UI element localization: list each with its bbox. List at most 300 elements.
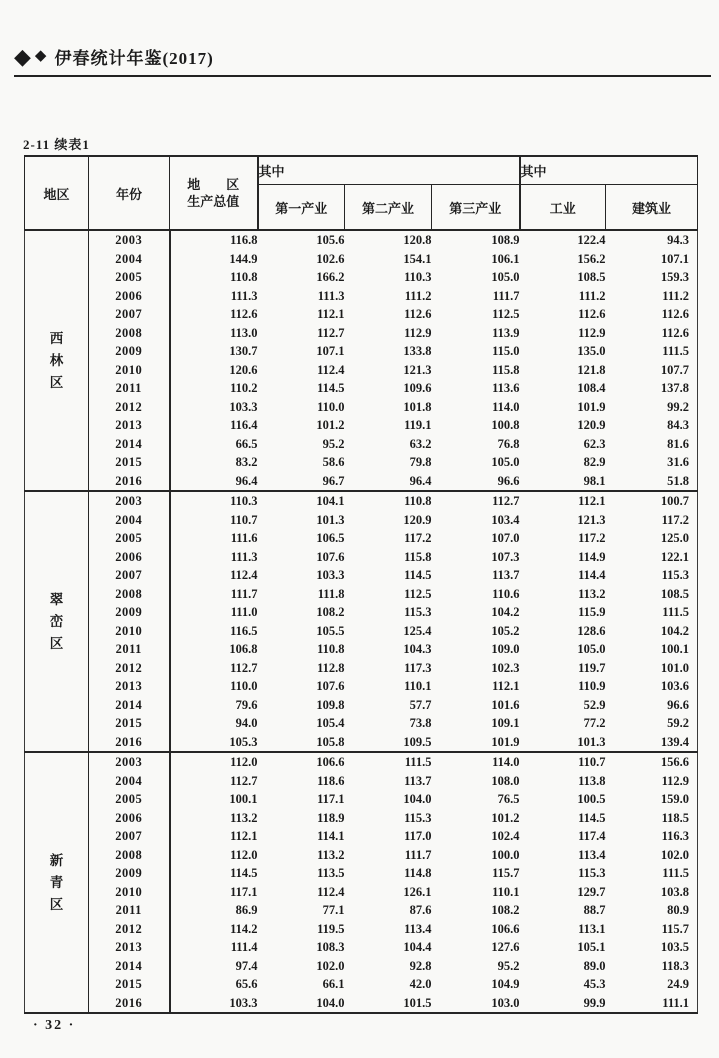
- value-cell: 119.1: [404, 418, 432, 432]
- year-cell: 2012: [89, 659, 170, 678]
- value-cell: 118.9: [317, 810, 345, 825]
- value-cell: 113.7: [404, 773, 432, 788]
- value-cell: 122.1: [660, 549, 690, 564]
- value-cell: 112.1: [317, 307, 345, 321]
- value-cell: 121.8: [577, 362, 606, 377]
- value-cell: 101.9: [577, 399, 606, 414]
- value-cell: 117.2: [661, 512, 690, 527]
- value-cell: 156.6: [606, 752, 698, 772]
- value-cell: 115.0: [492, 344, 520, 358]
- value-cell: 113.2: [230, 810, 258, 825]
- value-cell: 114.8: [404, 866, 432, 880]
- value-cell: 94.3: [606, 230, 698, 250]
- value-cell: 128.6: [577, 623, 606, 638]
- value-cell: 112.6: [661, 325, 690, 340]
- value-cell: 118.5: [661, 810, 690, 825]
- year-cell: 2011: [89, 901, 170, 920]
- value-cell: 108.0: [491, 773, 520, 788]
- value-cell: 110.8: [345, 491, 432, 511]
- value-cell: 103.0: [491, 995, 520, 1010]
- value-cell: 112.6: [661, 307, 690, 321]
- year-cell: 2007: [89, 827, 170, 846]
- value-cell: 111.5: [662, 605, 690, 619]
- region-column-header: 地区: [25, 156, 89, 230]
- table-row: [25, 772, 698, 791]
- value-cell: 92.8: [409, 958, 432, 973]
- value-cell: 101.9: [491, 734, 520, 749]
- value-cell: 110.3: [170, 491, 258, 511]
- value-cell: 101.0: [660, 660, 690, 675]
- value-cell: 121.3: [577, 512, 606, 527]
- value-cell: 104.0: [316, 995, 345, 1010]
- table-row: [25, 696, 698, 715]
- value-cell: 111.7: [492, 288, 520, 303]
- value-cell: 101.3: [316, 512, 345, 527]
- value-cell: 114.2: [230, 921, 258, 936]
- value-cell: 73.8: [409, 716, 432, 730]
- value-cell: 101.2: [316, 418, 345, 432]
- value-cell: 110.9: [578, 679, 606, 693]
- value-cell: 101.6: [491, 697, 520, 712]
- year-cell: 2011: [89, 640, 170, 659]
- value-cell: 65.6: [235, 977, 258, 991]
- year-cell: 2012: [89, 398, 170, 417]
- value-cell: 96.6: [497, 473, 520, 488]
- value-cell: 105.1: [577, 940, 606, 954]
- table-row: [25, 287, 698, 306]
- value-cell: 113.8: [578, 773, 606, 788]
- year-cell: 2006: [89, 287, 170, 306]
- value-cell: 107.0: [491, 531, 520, 545]
- value-cell: 66.1: [322, 977, 345, 991]
- value-cell: 114.5: [404, 568, 432, 582]
- value-cell: 81.6: [667, 436, 690, 451]
- table-row: [25, 846, 698, 865]
- value-cell: 108.4: [577, 381, 606, 395]
- value-cell: 101.8: [403, 399, 432, 414]
- table-row: [25, 883, 698, 902]
- table-row: [25, 453, 698, 472]
- value-cell: 96.6: [667, 697, 690, 712]
- year-cell: 2016: [89, 472, 170, 492]
- gdp-column-header: [170, 156, 258, 230]
- value-cell: 107.1: [660, 251, 690, 266]
- value-cell: 122.4: [520, 230, 606, 250]
- value-cell: 126.1: [403, 884, 432, 899]
- table-row: [25, 379, 698, 398]
- year-cell: 2008: [89, 585, 170, 604]
- value-cell: 114.1: [317, 829, 345, 843]
- value-cell: 112.7: [432, 491, 520, 511]
- value-cell: 77.1: [322, 903, 345, 917]
- value-cell: 109.6: [403, 381, 432, 395]
- value-cell: 113.2: [317, 847, 345, 862]
- value-cell: 115.7: [492, 866, 520, 880]
- value-cell: 100.1: [229, 792, 258, 806]
- year-cell: 2003: [89, 230, 170, 250]
- table-row: [25, 809, 698, 828]
- value-cell: 106.8: [229, 642, 258, 656]
- value-cell: 104.3: [403, 642, 432, 656]
- value-cell: 79.6: [235, 697, 258, 712]
- year-cell: 2014: [89, 957, 170, 976]
- value-cell: 107.7: [660, 362, 690, 377]
- value-cell: 115.3: [404, 810, 432, 825]
- table-row: [25, 230, 698, 250]
- year-cell: 2009: [89, 603, 170, 622]
- value-cell: 112.7: [230, 660, 258, 675]
- year-cell: 2004: [89, 772, 170, 791]
- value-cell: 110.7: [520, 752, 606, 772]
- value-cell: 115.3: [578, 866, 606, 880]
- value-cell: 120.9: [403, 512, 432, 527]
- table-row: [25, 622, 698, 641]
- value-cell: 105.0: [491, 455, 520, 469]
- value-cell: 113.7: [492, 568, 520, 582]
- value-cell: 110.6: [492, 586, 520, 601]
- value-cell: 108.3: [316, 940, 345, 954]
- value-cell: 112.9: [661, 773, 690, 788]
- value-cell: 114.5: [317, 381, 345, 395]
- value-cell: 76.5: [497, 792, 520, 806]
- value-cell: 31.6: [667, 455, 690, 469]
- year-cell: 2008: [89, 324, 170, 343]
- value-cell: 82.9: [583, 455, 606, 469]
- value-cell: 115.9: [578, 605, 606, 619]
- value-cell: 111.0: [230, 605, 258, 619]
- value-cell: 116.5: [230, 623, 258, 638]
- value-cell: 113.4: [578, 847, 606, 862]
- table-row: [25, 511, 698, 530]
- value-cell: 115.3: [404, 605, 432, 619]
- year-cell: 2010: [89, 622, 170, 641]
- value-cell: 112.5: [404, 586, 432, 601]
- value-cell: 112.7: [230, 773, 258, 788]
- value-cell: 111.7: [404, 847, 432, 862]
- table-row: [25, 305, 698, 324]
- value-cell: 116.8: [170, 230, 258, 250]
- value-cell: 104.9: [491, 977, 520, 991]
- value-cell: 111.3: [317, 288, 345, 303]
- value-cell: 108.9: [432, 230, 520, 250]
- table-row: [25, 342, 698, 361]
- industry-header: 工业: [520, 185, 606, 231]
- value-cell: 110.8: [317, 642, 345, 656]
- year-cell: 2009: [89, 864, 170, 883]
- value-cell: 116.3: [661, 829, 690, 843]
- value-cell: 103.6: [660, 679, 690, 693]
- value-cell: 77.2: [583, 716, 606, 730]
- table-row: [25, 827, 698, 846]
- value-cell: 112.1: [520, 491, 606, 511]
- page-number: · 32 ·: [33, 1018, 76, 1033]
- value-cell: 107.1: [316, 344, 345, 358]
- value-cell: 159.3: [660, 270, 690, 284]
- value-cell: 114.0: [432, 752, 520, 772]
- value-cell: 105.6: [258, 230, 345, 250]
- year-cell: 2005: [89, 790, 170, 809]
- value-cell: 103.3: [229, 995, 258, 1010]
- value-cell: 119.7: [578, 660, 606, 675]
- value-cell: 62.3: [583, 436, 606, 451]
- value-cell: 108.2: [491, 903, 520, 917]
- table-row: [25, 975, 698, 994]
- year-cell: 2006: [89, 548, 170, 567]
- table-row: [25, 994, 698, 1014]
- value-cell: 66.5: [235, 436, 258, 451]
- value-cell: 117.1: [317, 792, 345, 806]
- value-cell: 111.5: [345, 752, 432, 772]
- year-cell: 2006: [89, 809, 170, 828]
- value-cell: 103.4: [491, 512, 520, 527]
- value-cell: 94.0: [235, 716, 258, 730]
- value-cell: 84.3: [667, 418, 690, 432]
- value-cell: 112.4: [230, 568, 258, 582]
- value-cell: 129.7: [577, 884, 606, 899]
- year-cell: 2013: [89, 416, 170, 435]
- table-row: [25, 901, 698, 920]
- value-cell: 106.6: [491, 921, 520, 936]
- value-cell: 83.2: [235, 455, 258, 469]
- value-cell: 118.3: [661, 958, 690, 973]
- value-cell: 103.3: [316, 568, 345, 582]
- value-cell: 112.7: [317, 325, 345, 340]
- table-row: [25, 361, 698, 380]
- value-cell: 102.3: [491, 660, 520, 675]
- value-cell: 144.9: [229, 251, 258, 266]
- table-row: [25, 566, 698, 585]
- value-cell: 100.8: [491, 418, 520, 432]
- year-cell: 2003: [89, 752, 170, 772]
- value-cell: 113.6: [492, 381, 520, 395]
- value-cell: 104.1: [258, 491, 345, 511]
- value-cell: 103.8: [660, 884, 690, 899]
- table-row: [25, 472, 698, 492]
- value-cell: 100.1: [660, 642, 690, 656]
- value-cell: 113.0: [230, 325, 258, 340]
- year-cell: 2015: [89, 975, 170, 994]
- value-cell: 110.2: [230, 381, 258, 395]
- value-cell: 108.2: [316, 605, 345, 619]
- value-cell: 104.4: [403, 940, 432, 954]
- value-cell: 51.8: [667, 473, 690, 488]
- value-cell: 105.0: [491, 270, 520, 284]
- table-row: [25, 957, 698, 976]
- value-cell: 111.2: [662, 288, 690, 303]
- value-cell: 117.2: [578, 531, 606, 545]
- year-cell: 2014: [89, 696, 170, 715]
- value-cell: 112.9: [578, 325, 606, 340]
- value-cell: 166.2: [316, 270, 345, 284]
- value-cell: 24.9: [667, 977, 690, 991]
- value-cell: 112.6: [578, 307, 606, 321]
- table-row: [25, 603, 698, 622]
- value-cell: 112.4: [317, 362, 345, 377]
- among-right-header: 其中: [520, 156, 698, 185]
- yearbook-header: [14, 44, 711, 77]
- table-body: [25, 230, 698, 1013]
- table-row: [25, 324, 698, 343]
- value-cell: 102.0: [660, 847, 690, 862]
- value-cell: 109.0: [491, 642, 520, 656]
- table-row: [25, 733, 698, 753]
- table-row: [25, 752, 698, 772]
- table-row: [25, 491, 698, 511]
- value-cell: 102.4: [491, 829, 520, 843]
- value-cell: 115.3: [661, 568, 690, 582]
- value-cell: 114.9: [578, 549, 606, 564]
- value-cell: 109.1: [491, 716, 520, 730]
- value-cell: 111.5: [662, 866, 690, 880]
- value-cell: 100.7: [606, 491, 698, 511]
- diamond-icon: ◆: [34, 48, 47, 64]
- table-row: [25, 268, 698, 287]
- value-cell: 89.0: [583, 958, 606, 973]
- table-row: [25, 677, 698, 696]
- value-cell: 117.3: [404, 660, 432, 675]
- gdp-header-line1: 地 区: [187, 177, 240, 192]
- value-cell: 107.6: [316, 549, 345, 564]
- value-cell: 108.5: [577, 270, 606, 284]
- value-cell: 52.9: [583, 697, 606, 712]
- construction-header: 建筑业: [606, 185, 698, 231]
- value-cell: 127.6: [491, 940, 520, 954]
- table-header: [25, 156, 698, 230]
- value-cell: 113.1: [578, 921, 606, 936]
- table-row: [25, 529, 698, 548]
- table-row: [25, 790, 698, 809]
- value-cell: 105.0: [577, 642, 606, 656]
- value-cell: 102.6: [316, 251, 345, 266]
- value-cell: 105.3: [229, 734, 258, 749]
- value-cell: 112.6: [404, 307, 432, 321]
- value-cell: 100.0: [491, 847, 520, 862]
- value-cell: 112.1: [230, 829, 258, 843]
- value-cell: 112.9: [404, 325, 432, 340]
- value-cell: 104.2: [491, 605, 520, 619]
- value-cell: 87.6: [409, 903, 432, 917]
- secondary-industry-header: 第二产业: [345, 185, 432, 231]
- value-cell: 111.2: [578, 288, 606, 303]
- value-cell: 102.0: [316, 958, 345, 973]
- value-cell: 105.2: [491, 623, 520, 638]
- value-cell: 130.7: [229, 344, 258, 358]
- value-cell: 110.1: [492, 884, 520, 899]
- gdp-header-line2: 生产总值: [187, 194, 240, 209]
- year-cell: 2010: [89, 361, 170, 380]
- value-cell: 103.3: [229, 399, 258, 414]
- value-cell: 114.4: [578, 568, 606, 582]
- among-left-header: 其中: [258, 156, 520, 185]
- year-cell: 2007: [89, 566, 170, 585]
- value-cell: 120.8: [345, 230, 432, 250]
- value-cell: 113.9: [492, 325, 520, 340]
- year-cell: 2014: [89, 435, 170, 454]
- value-cell: 63.2: [409, 436, 432, 451]
- value-cell: 103.5: [660, 940, 690, 954]
- value-cell: 80.9: [667, 903, 690, 917]
- value-cell: 111.1: [662, 995, 690, 1010]
- value-cell: 117.2: [404, 531, 432, 545]
- value-cell: 111.5: [662, 344, 690, 358]
- year-cell: 2010: [89, 883, 170, 902]
- value-cell: 114.5: [578, 810, 606, 825]
- value-cell: 106.6: [258, 752, 345, 772]
- value-cell: 108.5: [660, 586, 690, 601]
- value-cell: 156.2: [577, 251, 606, 266]
- year-cell: 2005: [89, 529, 170, 548]
- table-row: [25, 250, 698, 269]
- table-row: [25, 714, 698, 733]
- value-cell: 113.5: [317, 866, 345, 880]
- year-cell: 2016: [89, 733, 170, 753]
- table-row: [25, 585, 698, 604]
- year-cell: 2009: [89, 342, 170, 361]
- value-cell: 59.2: [667, 716, 690, 730]
- value-cell: 112.8: [317, 660, 345, 675]
- table-row: [25, 398, 698, 417]
- value-cell: 112.0: [230, 847, 258, 862]
- value-cell: 120.9: [577, 418, 606, 432]
- value-cell: 125.0: [660, 531, 690, 545]
- table-row: [25, 864, 698, 883]
- table-row: [25, 659, 698, 678]
- value-cell: 97.4: [235, 958, 258, 973]
- value-cell: 104.0: [403, 792, 432, 806]
- table-row: [25, 640, 698, 659]
- value-cell: 109.5: [403, 734, 432, 749]
- region-label: 西 林 区: [25, 230, 89, 491]
- value-cell: 110.1: [404, 679, 432, 693]
- value-cell: 115.8: [404, 549, 432, 564]
- value-cell: 106.1: [491, 251, 520, 266]
- value-cell: 105.4: [316, 716, 345, 730]
- value-cell: 107.3: [491, 549, 520, 564]
- value-cell: 57.7: [409, 697, 432, 712]
- value-cell: 112.1: [492, 679, 520, 693]
- stats-table: [24, 155, 698, 1014]
- year-cell: 2015: [89, 453, 170, 472]
- year-cell: 2004: [89, 511, 170, 530]
- value-cell: 113.2: [578, 586, 606, 601]
- value-cell: 101.2: [491, 810, 520, 825]
- value-cell: 115.7: [661, 921, 690, 936]
- value-cell: 112.0: [170, 752, 258, 772]
- table-row: [25, 938, 698, 957]
- table-row: [25, 548, 698, 567]
- value-cell: 117.1: [230, 884, 258, 899]
- value-cell: 105.8: [316, 734, 345, 749]
- value-cell: 119.5: [317, 921, 345, 936]
- value-cell: 111.3: [230, 549, 258, 564]
- value-cell: 110.0: [317, 399, 345, 414]
- year-cell: 2013: [89, 938, 170, 957]
- value-cell: 96.7: [322, 473, 345, 488]
- value-cell: 110.8: [230, 270, 258, 284]
- value-cell: 154.1: [403, 251, 432, 266]
- value-cell: 100.5: [577, 792, 606, 806]
- value-cell: 117.0: [404, 829, 432, 843]
- value-cell: 111.6: [230, 531, 258, 545]
- value-cell: 111.2: [404, 288, 432, 303]
- year-cell: 2015: [89, 714, 170, 733]
- value-cell: 88.7: [583, 903, 606, 917]
- region-label: 翠 峦 区: [25, 491, 89, 752]
- value-cell: 101.5: [403, 995, 432, 1010]
- value-cell: 139.4: [660, 734, 690, 749]
- value-cell: 95.2: [322, 436, 345, 451]
- year-cell: 2007: [89, 305, 170, 324]
